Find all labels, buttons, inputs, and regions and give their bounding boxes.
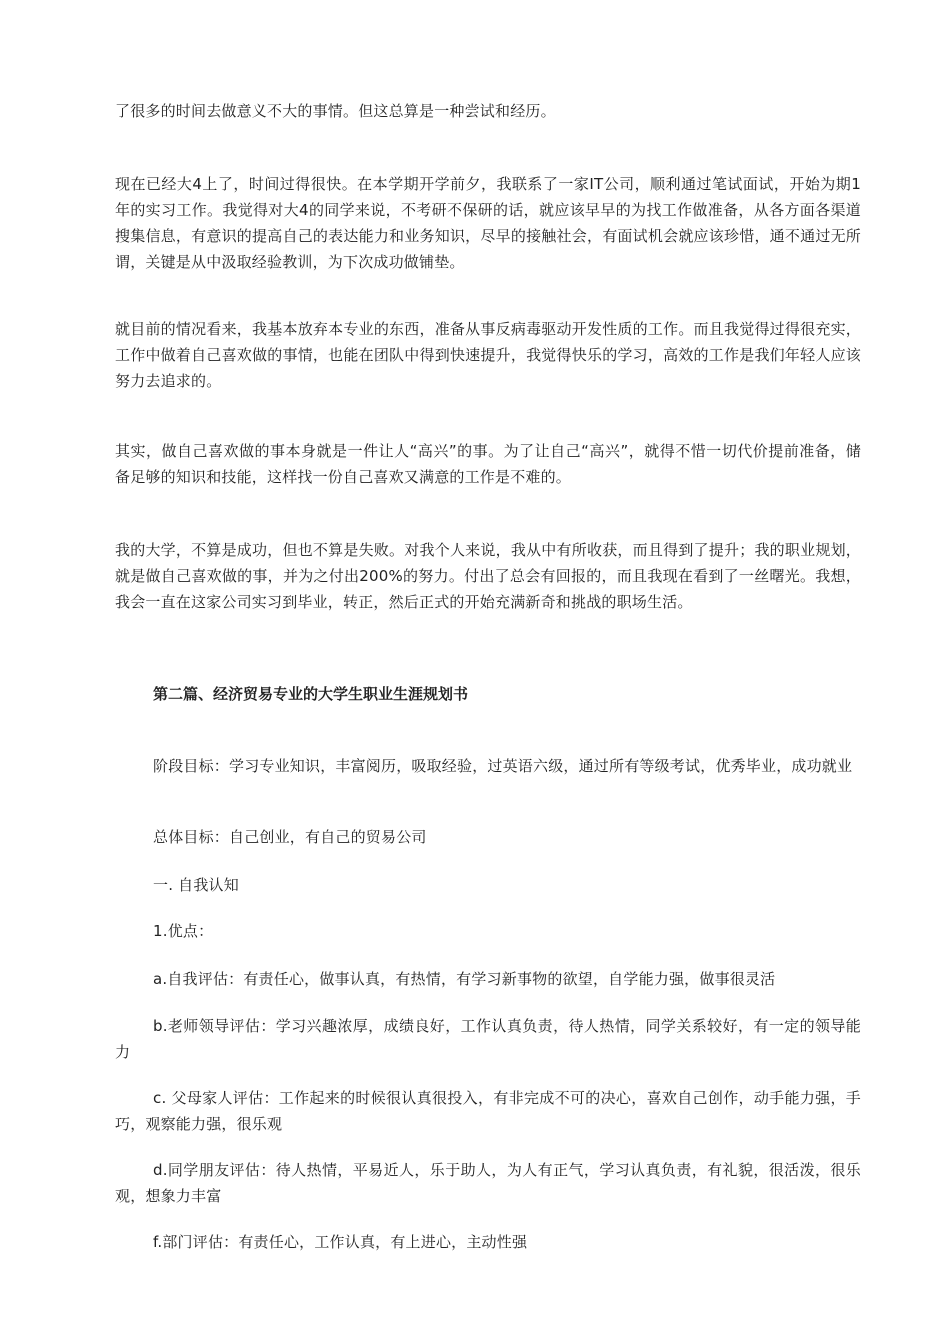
parent-evaluation: c. 父母家人评估：工作起来的时候很认真很投入，有非完成不可的决心，喜欢自己创作，动手能力强，手巧，观察能力强，很乐观 xyxy=(115,1089,861,1133)
teacher-evaluation: b.老师领导评估：学习兴趣浓厚，成绩良好，工作认真负责，待人热情，同学关系较好，有一定的领导能力 xyxy=(115,1017,861,1061)
friend-evaluation: d.同学朋友评估：待人热情，平易近人，乐于助人，为人有正气，学习认真负责，有礼貌，很活泼，很乐观，想象力丰富 xyxy=(115,1161,861,1205)
strengths-heading: 1.优点： xyxy=(153,922,214,940)
paragraph-happiness: 其实，做自己喜欢做的事本身就是一件让人“高兴”的事。为了让自己“高兴”，就得不惜一切代价提前准备，储备足够的知识和技能，这样找一份自己喜欢又满意的工作是不难的。 xyxy=(115,442,861,486)
department-evaluation: f.部门评估：有责任心，工作认真，有上进心，主动性强 xyxy=(153,1233,528,1251)
paragraph-current-situation: 就目前的情况看来，我基本放弃本专业的东西，准备从事反病毒驱动开发性质的工作。而且我觉得过得很充实，工作中做着自己喜欢做的事情，也能在团队中得到快速提升，我觉得快乐的学习，高效的工作是我们年轻人应该努力去追求的。 xyxy=(115,320,861,390)
self-cognition-heading: 一. 自我认知 xyxy=(153,876,239,894)
section-title: 第二篇、经济贸易专业的大学生职业生涯规划书 xyxy=(153,685,469,703)
overall-goal: 总体目标：自己创业，有自己的贸易公司 xyxy=(153,828,427,846)
paragraph-my-university: 我的大学，不算是成功，但也不算是失败。对我个人来说，我从中有所收获，而且得到了提升；我的职业规划，就是做自己喜欢做的事，并为之付出200%的努力。付出了总会有回报的，而且我现在看到了一丝曙光。我想，我会一直在这家公司实习到毕业，转正，然后正式的开始充满新奇和挑战的职场生活。 xyxy=(115,541,861,611)
self-evaluation: a.自我评估：有责任心，做事认真，有热情，有学习新事物的欲望，自学能力强，做事很灵活 xyxy=(153,970,776,988)
paragraph-time-spent: 了很多的时间去做意义不大的事情。但这总算是一种尝试和经历。 xyxy=(115,102,556,120)
paragraph-internship: 现在已经大4上了，时间过得很快。在本学期开学前夕，我联系了一家IT公司，顺利通过笔试面试，开始为期1年的实习工作。我觉得对大4的同学来说，不考研不保研的话，就应该早早的为找工作做准备，从各方面各渠道搜集信息，有意识的提高自己的表达能力和业务知识，尽早的接触社会，有面试机会就应该珍惜，通不通过无所谓，关键是从中汲取经验教训，为下次成功做铺垫。 xyxy=(115,175,861,271)
stage-goal: 阶段目标：学习专业知识，丰富阅历，吸取经验，过英语六级，通过所有等级考试，优秀毕业，成功就业 xyxy=(153,757,853,775)
